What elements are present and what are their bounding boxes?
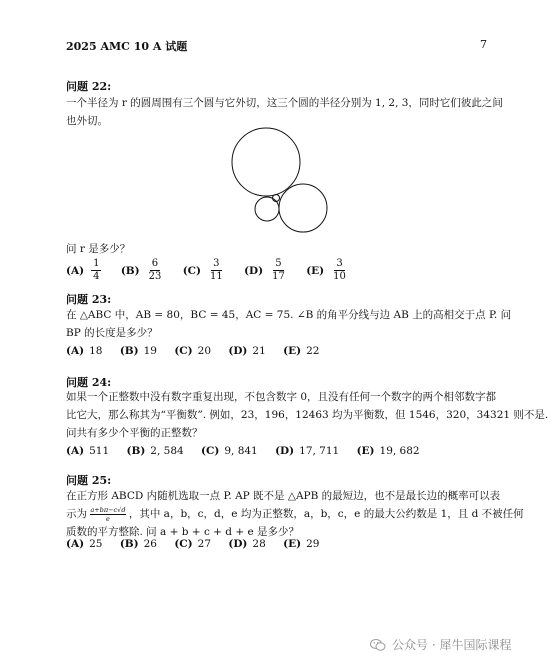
choice-e: (E) 29 — [283, 538, 320, 550]
problem-24-choices — [66, 445, 434, 457]
problem-24-label: 问题 24: — [66, 376, 112, 389]
wechat-icon — [370, 638, 386, 652]
page-header — [66, 38, 487, 54]
choice-e: (E) 19, 682 — [356, 445, 420, 457]
choice-a: (A) $\frac{1}{4}$ — [66, 258, 100, 282]
problem-22-question — [66, 240, 490, 258]
choice-a: (A) 25 — [66, 538, 103, 550]
choice-c: (C) 9, 841 — [201, 445, 258, 457]
choice-e: (E) 22 — [283, 345, 320, 357]
choice-b: (B) 2, 584 — [126, 445, 184, 457]
watermark-text: 公众号 · 犀牛国际课程 — [392, 638, 512, 652]
choice-c: (C) 20 — [174, 345, 212, 357]
choice-a: (A) 511 — [66, 445, 110, 457]
problem-24-line-3: 问共有多少个平衡的正整数？ — [66, 427, 203, 439]
problem-25-label: 问题 25: — [66, 474, 112, 487]
page-number: 7 — [480, 38, 487, 51]
problem-23-text — [66, 306, 512, 342]
choice-d: (D) 17, 711 — [275, 445, 340, 457]
choice-a: (A) 18 — [66, 345, 103, 357]
choice-c: (C) 27 — [174, 538, 212, 550]
choice-d: (D) 28 — [228, 538, 266, 550]
problem-24-line-1: 如果一个正整数中没有数字重复出现，不包含数字 0，且没有任何一个数字的两个相邻数字都 — [66, 391, 497, 403]
choice-e: (E) $\frac{3}{10}$ — [306, 258, 346, 282]
choice-b: (B) 26 — [119, 538, 157, 550]
problem-25-line-3: 质数的平方整除. 问 a + b + c + d + e 是多少？ — [66, 526, 300, 538]
problem-25-line-1: 在正方形 ABCD 内随机选取一点 P. AP 既不是 △APB 的最短边，也不是最长边的概率可以表 — [66, 490, 501, 502]
problem-22-line-1: 一个半径为 r 的圆周围有三个圆与它外切，这三个圆的半径分别为 1, 2, 3，同时它们彼此之间 — [66, 97, 503, 109]
choice-d: (D) 21 — [228, 345, 266, 357]
problem-25-text — [66, 487, 524, 541]
problem-24-line-2: 比它大，那么称其为“平衡数”. 例如，23，196，12463 均为平衡数，但 1546，320，34321 则不是. — [66, 409, 549, 421]
tangent-circles-figure — [226, 125, 330, 237]
problem-23-line-1: 在 △ABC 中，AB = 80，BC = 45，AC = 75. ∠B 的角平分线与边 AB 上的高相交于点 P. 问 — [66, 309, 512, 321]
exam-title: 2025 AMC 10 A 试题 — [66, 40, 188, 53]
problem-22-question-text: 问 r 是多少？ — [66, 243, 131, 255]
choice-b: (B) $\frac{6}{23}$ — [120, 258, 162, 282]
problem-25-line-2: 示为 $\frac{a+b\pi-c√d}{e}$ ，其中 a，b，c，d，e 均为正整数，a，b，c，e 的最大公约数是 1，且 d 不被任何 — [66, 505, 524, 523]
problem-24-text — [66, 388, 549, 442]
circle-radius-3 — [232, 128, 300, 196]
problem-22-label: 问题 22: — [66, 80, 112, 93]
circle-radius-1 — [255, 197, 279, 221]
problem-22-line-2: 也外切。 — [66, 115, 108, 127]
choice-c: (C) $\frac{3}{11}$ — [182, 258, 223, 282]
choice-d: (D) $\frac{5}{17}$ — [244, 258, 285, 282]
watermark — [370, 636, 511, 653]
problem-22-choices — [66, 258, 364, 283]
choice-b: (B) 19 — [119, 345, 157, 357]
problem-23-label: 问题 23: — [66, 293, 112, 306]
problem-25-choices — [66, 538, 333, 550]
problem-23-line-2: BP 的长度是多少？ — [66, 327, 158, 339]
probability-formula: $\frac{a+b\pi-c√d}{e}$ — [90, 505, 126, 523]
problem-23-choices — [66, 345, 333, 357]
circle-radius-2 — [279, 184, 327, 232]
